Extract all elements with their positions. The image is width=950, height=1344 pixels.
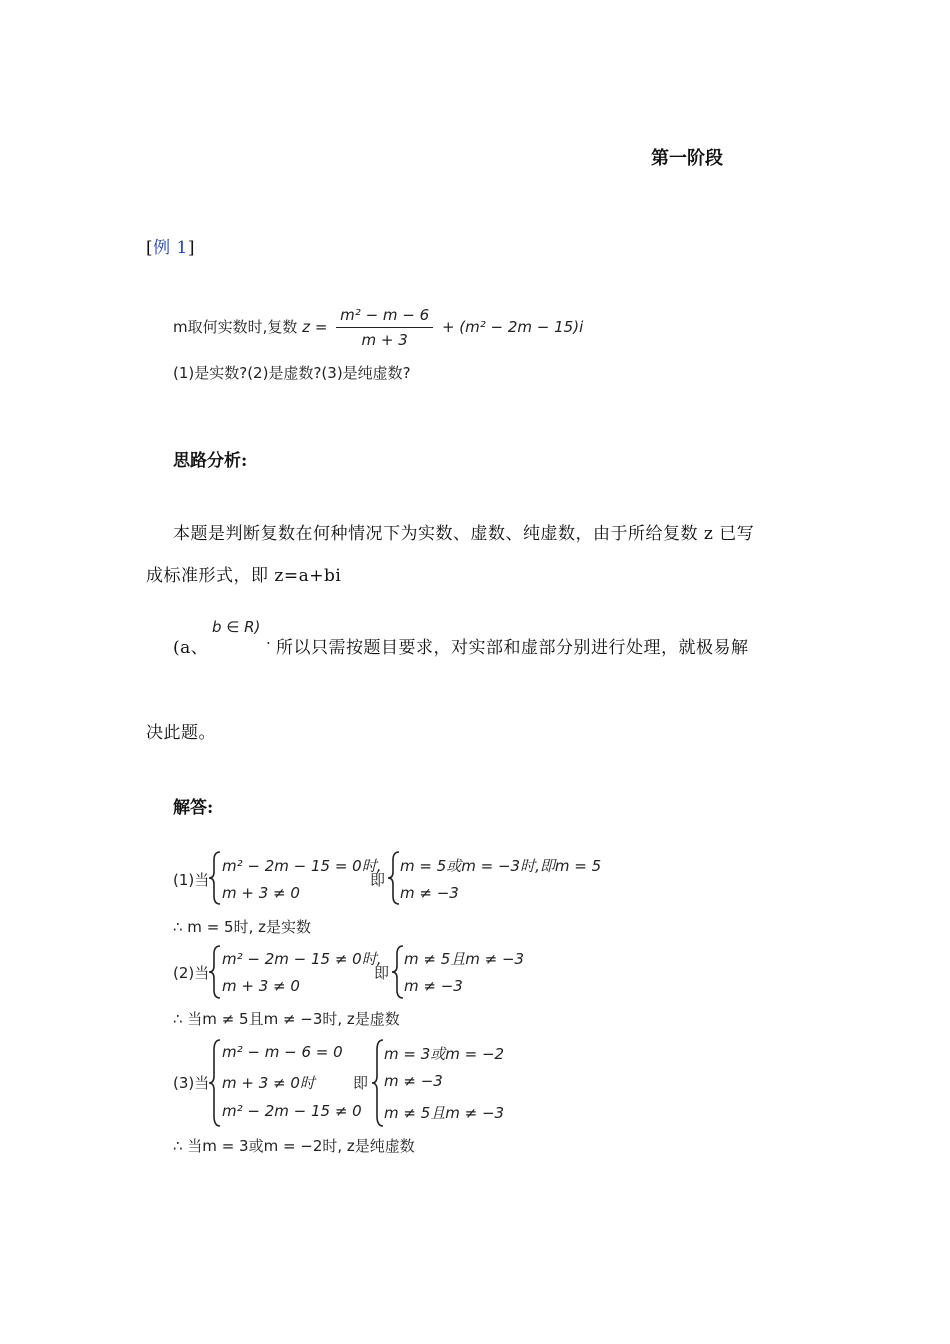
analysis-para2-line2: 决此题。 — [146, 723, 216, 743]
s2-ji: 即 — [374, 964, 390, 982]
s2-r-row2: m ≠ −3 — [404, 977, 463, 995]
s3-r-row1: m = 3或m = −2 — [384, 1045, 505, 1063]
s2-label: (2)当 — [173, 964, 210, 982]
s2-right-brace — [391, 944, 405, 1000]
example-label-close: ] — [187, 238, 196, 258]
question-tail: + (m² − 2m − 15)i — [441, 318, 584, 336]
analysis-heading: 思路分析: — [173, 451, 248, 471]
question-fraction — [336, 306, 433, 349]
s1-ji: 即 — [370, 871, 386, 889]
s1-conclusion: ∴ m = 5时, z是实数 — [173, 918, 311, 936]
s3-label: (3)当 — [173, 1074, 210, 1092]
s2-conclusion: ∴ 当m ≠ 5且m ≠ −3时, z是虚数 — [173, 1010, 400, 1028]
s2-r-row1: m ≠ 5且m ≠ −3 — [404, 950, 525, 968]
s3-row1: m² − m − 6 = 0 — [222, 1043, 343, 1061]
question-line-2: (1)是实数?(2)是虚数?(3)是纯虚数? — [173, 364, 411, 382]
s3-conclusion: ∴ 当m = 3或m = −2时, z是纯虚数 — [173, 1137, 415, 1155]
s1-right-brace — [387, 850, 401, 906]
example-label-open: [ — [146, 238, 154, 258]
s3-r-row3: m ≠ 5且m ≠ −3 — [384, 1104, 505, 1122]
s3-right-brace — [371, 1038, 385, 1128]
s2-row1: m² − 2m − 15 ≠ 0时, — [222, 950, 382, 968]
s3-left-brace — [208, 1038, 222, 1128]
stage-title: 第一阶段 — [651, 148, 723, 169]
fraction-denominator: m + 3 — [361, 331, 408, 349]
s3-ji: 即 — [353, 1074, 369, 1092]
s1-row1: m² − 2m − 15 = 0时, — [222, 857, 382, 875]
analysis-para2-line1 — [173, 633, 208, 658]
s1-left-brace — [208, 850, 222, 906]
fraction-numerator: m² − m − 6 — [336, 306, 433, 328]
analysis-para1-line2: 成标准形式，即 z=a+bi — [146, 566, 342, 586]
s1-r-row2: m ≠ −3 — [400, 884, 459, 902]
para2-prefix: (a、 — [173, 638, 209, 658]
analysis-para1-line1: 本题是判断复数在何种情况下为实数、虚数、纯虚数，由于所给复数 z 已写 — [173, 524, 755, 544]
para2-math: b ∈ R) — [212, 618, 261, 636]
s3-r-row2: m ≠ −3 — [384, 1072, 443, 1090]
s2-left-brace — [208, 944, 222, 1000]
example-label-link[interactable]: 例 1 — [153, 238, 188, 258]
s3-row2: m + 3 ≠ 0时 — [222, 1074, 315, 1092]
question-prefix: m取何实数时,复数 — [173, 318, 298, 336]
para2-text: 所以只需按题目要求，对实部和虚部分别进行处理，就极易解 — [276, 638, 749, 658]
example-label — [146, 233, 195, 258]
para2-dot: . — [266, 630, 271, 648]
s1-row2: m + 3 ≠ 0 — [222, 884, 300, 902]
s1-label: (1)当 — [173, 871, 210, 889]
s3-row3: m² − 2m − 15 ≠ 0 — [222, 1102, 362, 1120]
question-line-1 — [173, 306, 583, 349]
s2-row2: m + 3 ≠ 0 — [222, 977, 300, 995]
solution-heading: 解答: — [173, 798, 214, 818]
question-z: z = — [302, 318, 328, 336]
s1-r-row1: m = 5或m = −3时,即m = 5 — [400, 857, 602, 875]
